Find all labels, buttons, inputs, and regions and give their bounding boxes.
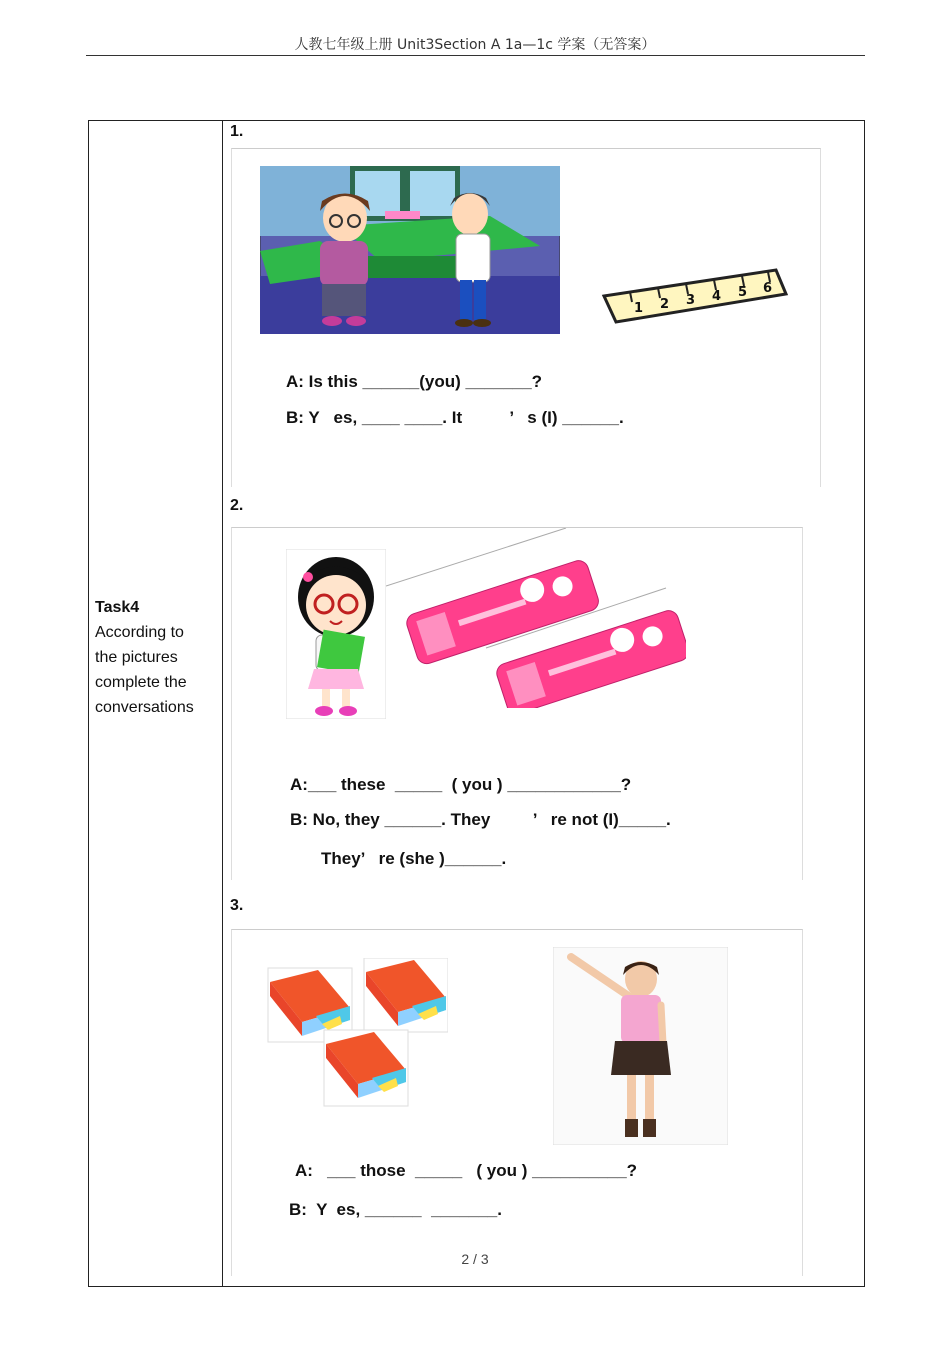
item-1-line-b: B: Y es, ____ ____. It ’ s (I) ______. — [286, 408, 624, 427]
ruler-label-6: 6 — [763, 281, 773, 296]
item-2-line-c: They’ re (she )______. — [321, 849, 507, 868]
column-divider — [222, 120, 223, 1287]
ruler-label-2: 2 — [660, 297, 670, 312]
task-line-1: According to — [95, 624, 184, 641]
ruler-label-5: 5 — [738, 285, 748, 300]
task-line-2: the pictures — [95, 649, 178, 666]
item-3-line-b: B: Y es, ______ _______. — [289, 1200, 502, 1219]
item-2-number: 2. — [230, 497, 244, 514]
ruler-label-3: 3 — [686, 293, 696, 308]
ruler-label-1: 1 — [634, 301, 644, 316]
task-title: Task4 — [95, 599, 140, 616]
ruler-picture — [600, 266, 790, 330]
item-1-line-a: A: Is this ______(you) _______? — [286, 372, 543, 391]
classroom-picture — [260, 166, 560, 334]
page-header: 人教七年级上册 Unit3Section A 1a—1c 学案（无答案） — [294, 37, 656, 53]
task-line-3: complete the — [95, 674, 187, 691]
item-1-number: 1. — [230, 123, 244, 140]
girl-with-book-picture — [286, 549, 386, 719]
item-3-line-a: A: ___ those _____ ( you ) __________? — [295, 1161, 638, 1180]
pencil-boxes-picture — [386, 528, 686, 708]
item-3-number: 3. — [230, 897, 244, 914]
item-2-line-a: A:___ these _____ ( you ) ____________? — [290, 775, 632, 794]
ruler-label-4: 4 — [712, 289, 722, 304]
pointing-girl-picture — [553, 947, 728, 1145]
books-picture — [266, 958, 448, 1108]
header-rule — [86, 55, 865, 56]
task-line-4: conversations — [95, 699, 194, 716]
page-number: 2 / 3 — [461, 1251, 489, 1267]
item-2-line-b: B: No, they ______. They ’ re not (I)_____. — [290, 810, 671, 829]
task-label — [95, 595, 194, 720]
